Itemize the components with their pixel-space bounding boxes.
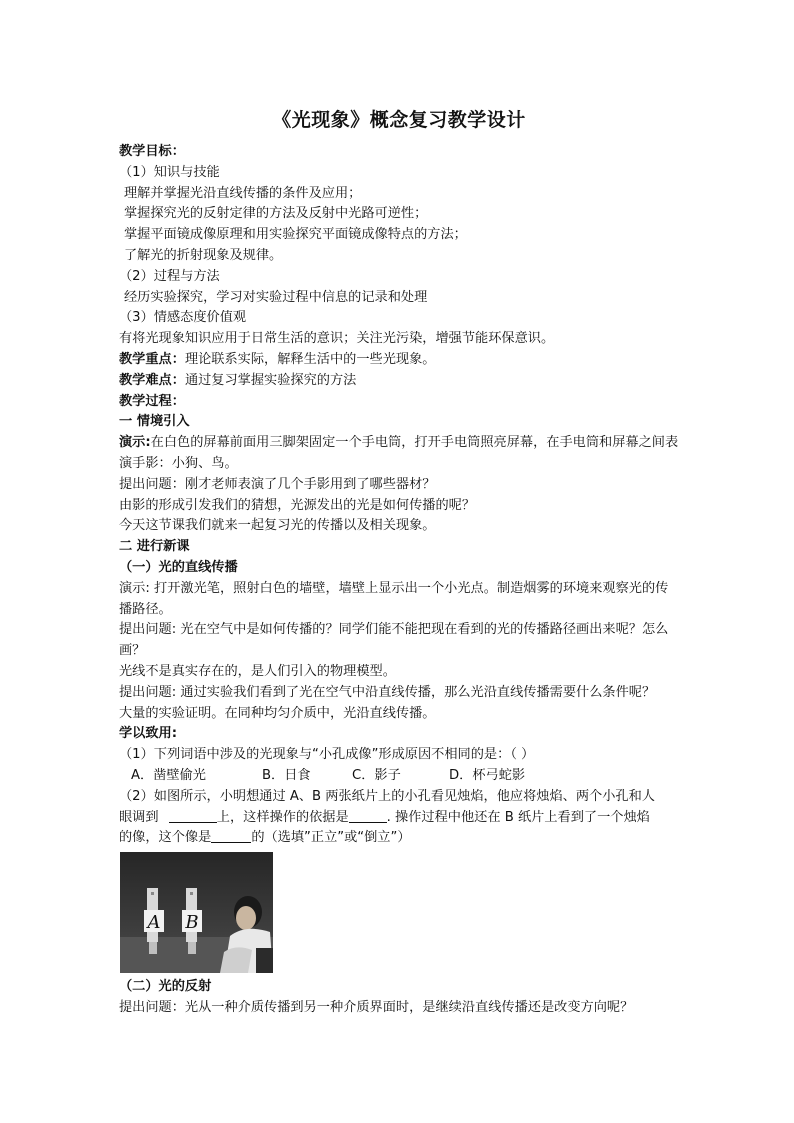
process-heading: 教学过程：	[119, 393, 185, 409]
subsection-reflection: （二）光的反射	[119, 979, 212, 995]
section1-line: 今天这节课我们就来一起复习光的传播以及相关现象。	[119, 518, 436, 534]
ex2-text: 上，这样操作的依据是	[216, 809, 349, 825]
ex2-text: 眼调到	[119, 809, 159, 825]
goal-item: 了解光的折射现象及规律。	[124, 247, 283, 263]
section1-line: 由影的形成引发我们的猜想，光源发出的光是如何传播的呢？	[119, 497, 476, 513]
conclusion: 大量的实验证明。在同种均匀介质中，光沿直线传播。	[119, 705, 436, 721]
key-point-label: 教学重点：	[119, 351, 185, 367]
subsection-straight-line: （一）光的直线传播	[119, 559, 238, 575]
question-2: 提出问题: 通过实验我们看到了光在空气中沿直线传播，那么光沿直线传播需要什么条件呢？	[119, 684, 656, 700]
section1-demo	[119, 433, 679, 475]
ex2-text: . 操作过程中他还在 B 纸片上看到了一个烛焰	[386, 809, 650, 825]
difficult-point-text: 通过复习掌握实验探究的方法	[184, 372, 357, 388]
difficult-point	[119, 371, 679, 392]
model-note: 光线不是真实存在的，是人们引入的物理模型。	[119, 663, 396, 679]
question-3: 提出问题：光从一种介质传播到另一种介质界面时，是继续沿直线传播还是改变方向呢？	[119, 999, 634, 1015]
answer-blank	[349, 809, 387, 823]
experiment-photo	[120, 852, 273, 973]
knowledge-heading: （1）知识与技能	[119, 164, 220, 180]
ex2-text: 的（选填”正立”或“倒立”）	[251, 830, 411, 846]
difficult-point-label: 教学难点：	[119, 372, 185, 388]
label-b: B	[185, 912, 199, 934]
process-method-item: 经历实验探究，学习对实验过程中信息的记录和处理	[124, 289, 428, 305]
exercise-2-line-3	[119, 828, 679, 849]
choice-c: C．影子	[352, 767, 401, 783]
process-method-heading: （2）过程与方法	[119, 268, 220, 284]
experiment-photo-drawing	[120, 852, 273, 973]
choice-b: B．日食	[262, 767, 311, 783]
goal-item: 掌握探究光的反射定律的方法及反射中光路可逆性；	[124, 206, 428, 222]
document-page	[119, 105, 679, 1019]
section1-line: 提出问题：刚才老师表演了几个手影用到了哪些器材？	[119, 476, 436, 492]
key-point-text: 理论联系实际，解释生活中的一些光现象。	[184, 351, 436, 367]
exercise-1-choices	[119, 766, 679, 787]
exercise-2-line-2	[119, 808, 679, 829]
page-title: 《光现象》概念复习教学设计	[272, 109, 526, 131]
key-point	[119, 350, 679, 371]
goals-heading: 教学目标：	[119, 144, 185, 159]
exercise-2-line-1: （2）如图所示，小明想通过 A、B 两张纸片上的小孔看见烛焰，他应将烛焰、两个小孔和人	[119, 788, 655, 804]
demo-label: 演示:	[119, 435, 151, 451]
section2-demo: 演示: 打开激光笔，照射白色的墙壁，墙壁上显示出一个小光点。制造烟雾的环境来观察光的传播路径。	[119, 580, 669, 617]
attitude-item: 有将光现象知识应用于日常生活的意识；关注光污染，增强节能环保意识。	[119, 331, 555, 347]
answer-blank	[169, 809, 217, 823]
exercise-1: （1）下列词语中涉及的光现象与“小孔成像”形成原因不相同的是：（ ）	[119, 747, 535, 763]
goal-item: 理解并掌握光沿直线传播的条件及应用；	[124, 185, 362, 201]
answer-blank	[211, 829, 251, 843]
attitude-heading: （3）情感态度价值观	[119, 310, 247, 326]
question-1: 提出问题: 光在空气中是如何传播的？同学们能不能把现在看到的光的传播路径画出来呢？怎么画？	[119, 622, 669, 659]
practice-heading: 学以致用:	[119, 726, 178, 742]
goal-item: 掌握平面镜成像原理和用实验探究平面镜成像特点的方法；	[124, 227, 467, 243]
section1-heading: 一 情境引入	[119, 414, 190, 430]
label-a: A	[147, 912, 161, 934]
section2-heading: 二 进行新课	[119, 539, 190, 555]
choice-d: D．杯弓蛇影	[449, 767, 526, 783]
demo-text: 在白色的屏幕前面用三脚架固定一个手电筒，打开手电筒照亮屏幕，在手电筒和屏幕之间表演手影：小狗、鸟。	[119, 435, 679, 471]
choice-a: A．凿壁偷光	[131, 767, 206, 783]
ex2-text: 的像，这个像是	[119, 830, 212, 846]
